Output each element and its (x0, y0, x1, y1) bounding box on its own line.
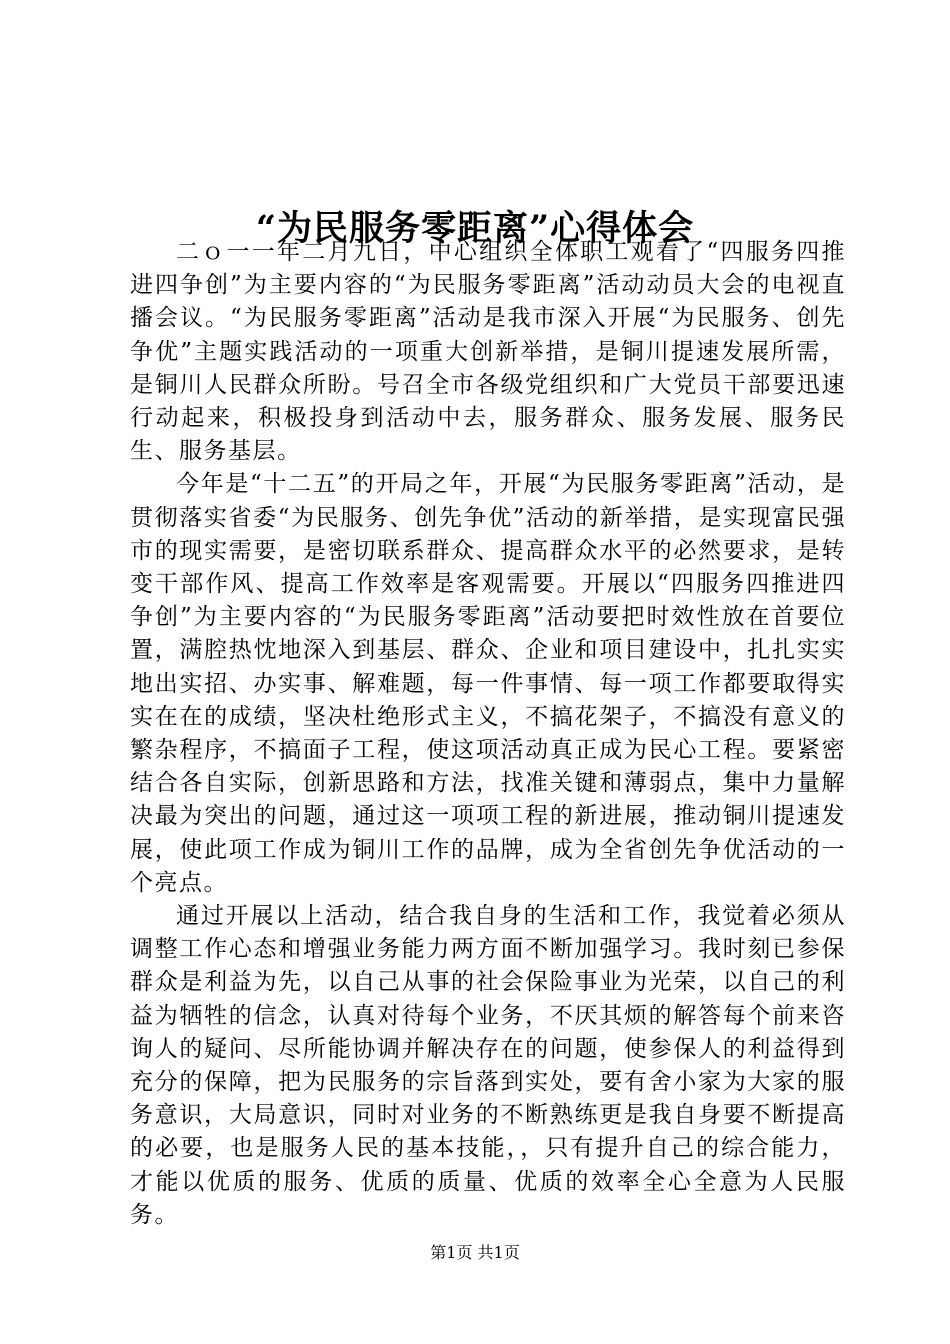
document-title: “为民服务零距离”心得体会 (255, 208, 695, 250)
paragraph-1: 二ｏ一一年二月九日，中心组织全体职工观看了“四服务四推进四争创”为主要内容的“为民服务零距离”活动动员大会的电视直播会议。“为民服务零距离”活动是我市深入开展“为民服务、创先争优”主题实践活动的一项重大创新举措，是铜川提速发展所需，是铜川人民群众所盼。号召全市各级党组织和广大党员干部要迅速行动起来，积极投身到活动中去，服务群众、服务发展、服务民生、服务基层。 (130, 239, 846, 465)
paragraph-2: 今年是“十二五”的开局之年，开展“为民服务零距离”活动，是贯彻落实省委“为民服务、创先争优”活动的新举措，是实现富民强市的现实需要，是密切联系群众、提高群众水平的必然要求，是转变干部作风、提高工作效率是客观需要。开展以“四服务四推进四争创”为主要内容的“为民服务零距离”活动要把时效性放在首要位置，满腔热忱地深入到基层、群众、企业和项目建设中，扎扎实实地出实招、办实事、解难题，每一件事情、每一项工作都要取得实实在在的成绩，坚决杜绝形式主义，不搞花架子，不搞没有意义的繁杂程序，不搞面子工程，使这项活动真正成为民心工程。要紧密结合各自实际，创新思路和方法，找准关键和薄弱点，集中力量解决最为突出的问题，通过这一项项工程的新进展，推动铜川提速发展，使此项工作成为铜川工作的品牌，成为全省创先争优活动的一个亮点。 (130, 471, 846, 896)
page-number-footer: 第1页 共1页 (430, 1243, 520, 1262)
paragraph-3: 通过开展以上活动，结合我自身的生活和工作，我觉着必须从调整工作心态和增强业务能力两方面不断加强学习。我时刻已参保群众是利益为先，以自己从事的社会保险事业为光荣，以自己的利益为牺牲的信念，认真对待每个业务，不厌其烦的解答每个前来咨询人的疑问、尽所能协调并解决存在的问题，使参保人的利益得到充分的保障，把为民服务的宗旨落到实处，要有舍小家为大家的服务意识，大局意识，同时对业务的不断熟练更是我自身要不断提高的必要，也是服务人民的基本技能，，只有提升自己的综合能力，才能以优质的服务、优质的质量、优质的效率全心全意为人民服务。 (130, 903, 846, 1228)
document-body (130, 236, 846, 1232)
